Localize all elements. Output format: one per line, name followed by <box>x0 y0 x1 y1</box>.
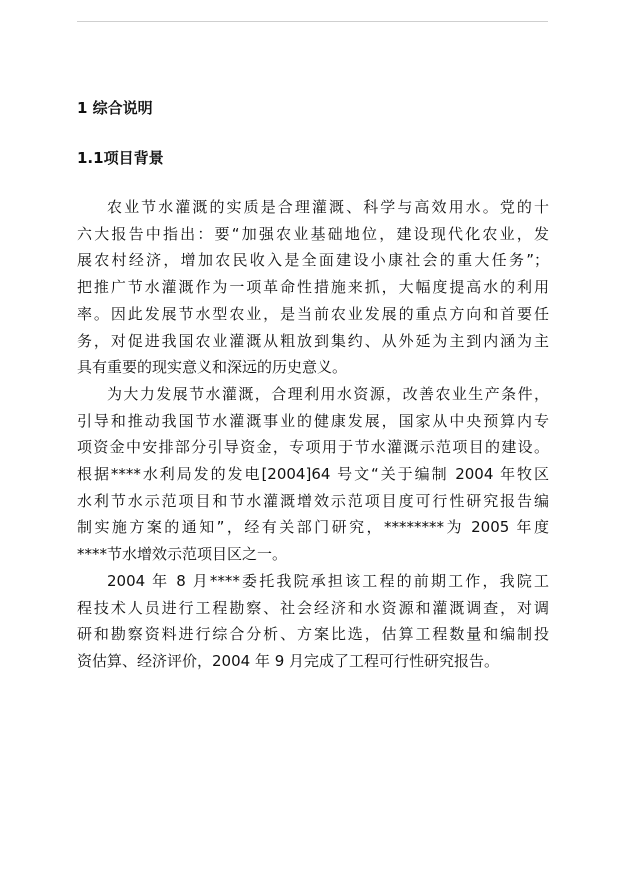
paragraph-line: 资估算、经济评价，2004 年 9 月完成了工程可行性研究报告。 <box>77 651 500 670</box>
header-rule <box>77 21 548 22</box>
paragraph-3 <box>77 568 549 675</box>
paragraph-line: 把推广节水灌溉作为一项革命性措施来抓，大幅度提高水的利用 <box>77 278 549 297</box>
paragraph-line: 展农村经济，增加农民收入是全面建设小康社会的重大任务”； <box>77 251 549 270</box>
paragraph-line: 程技术人员进行工程勘察、社会经济和水资源和灌溉调查，对调 <box>77 598 549 617</box>
subsection-heading: 1.1项目背景 <box>77 149 164 167</box>
paragraph-line: 为大力发展节水灌溉，合理利用水资源，改善农业生产条件， <box>107 384 549 403</box>
paragraph-line: 务，对促进我国农业灌溉从粗放到集约、从外延为主到内涵为主 <box>77 331 549 350</box>
paragraph-line: ****节水增效示范项目区之一。 <box>77 545 288 564</box>
paragraph-line: 六大报告中指出：要“加强农业基础地位，建设现代化农业，发 <box>77 224 549 243</box>
paragraph-line: 水利节水示范项目和节水灌溉增效示范项目度可行性研究报告编 <box>77 491 549 510</box>
section-heading: 1 综合说明 <box>77 99 153 117</box>
paragraph-line: 制实施方案的通知”，经有关部门研究，********为 2005 年度 <box>77 518 549 537</box>
paragraph-line: 引导和推动我国节水灌溉事业的健康发展，国家从中央预算内专 <box>77 411 549 430</box>
paragraph-line: 农业节水灌溉的实质是合理灌溉、科学与高效用水。党的十 <box>107 198 549 216</box>
paragraph-1 <box>77 194 549 381</box>
document-body <box>77 96 549 675</box>
paragraph-line: 2004 年 8 月****委托我院承担该工程的前期工作，我院工 <box>107 571 549 590</box>
paragraph-line: 率。因此发展节水型农业，是当前农业发展的重点方向和首要任 <box>77 304 549 323</box>
paragraph-line: 根据****水利局发的发电[2004]64 号文“关于编制 2004 年牧区 <box>77 465 549 484</box>
paragraph-line: 项资金中安排部分引导资金，专项用于节水灌溉示范项目的建设。 <box>77 438 549 457</box>
paragraph-line: 研和勘察资料进行综合分析、方案比选，估算工程数量和编制投 <box>77 625 549 644</box>
paragraph-line: 具有重要的现实意义和深远的历史意义。 <box>77 358 348 377</box>
paragraph-2 <box>77 381 549 568</box>
